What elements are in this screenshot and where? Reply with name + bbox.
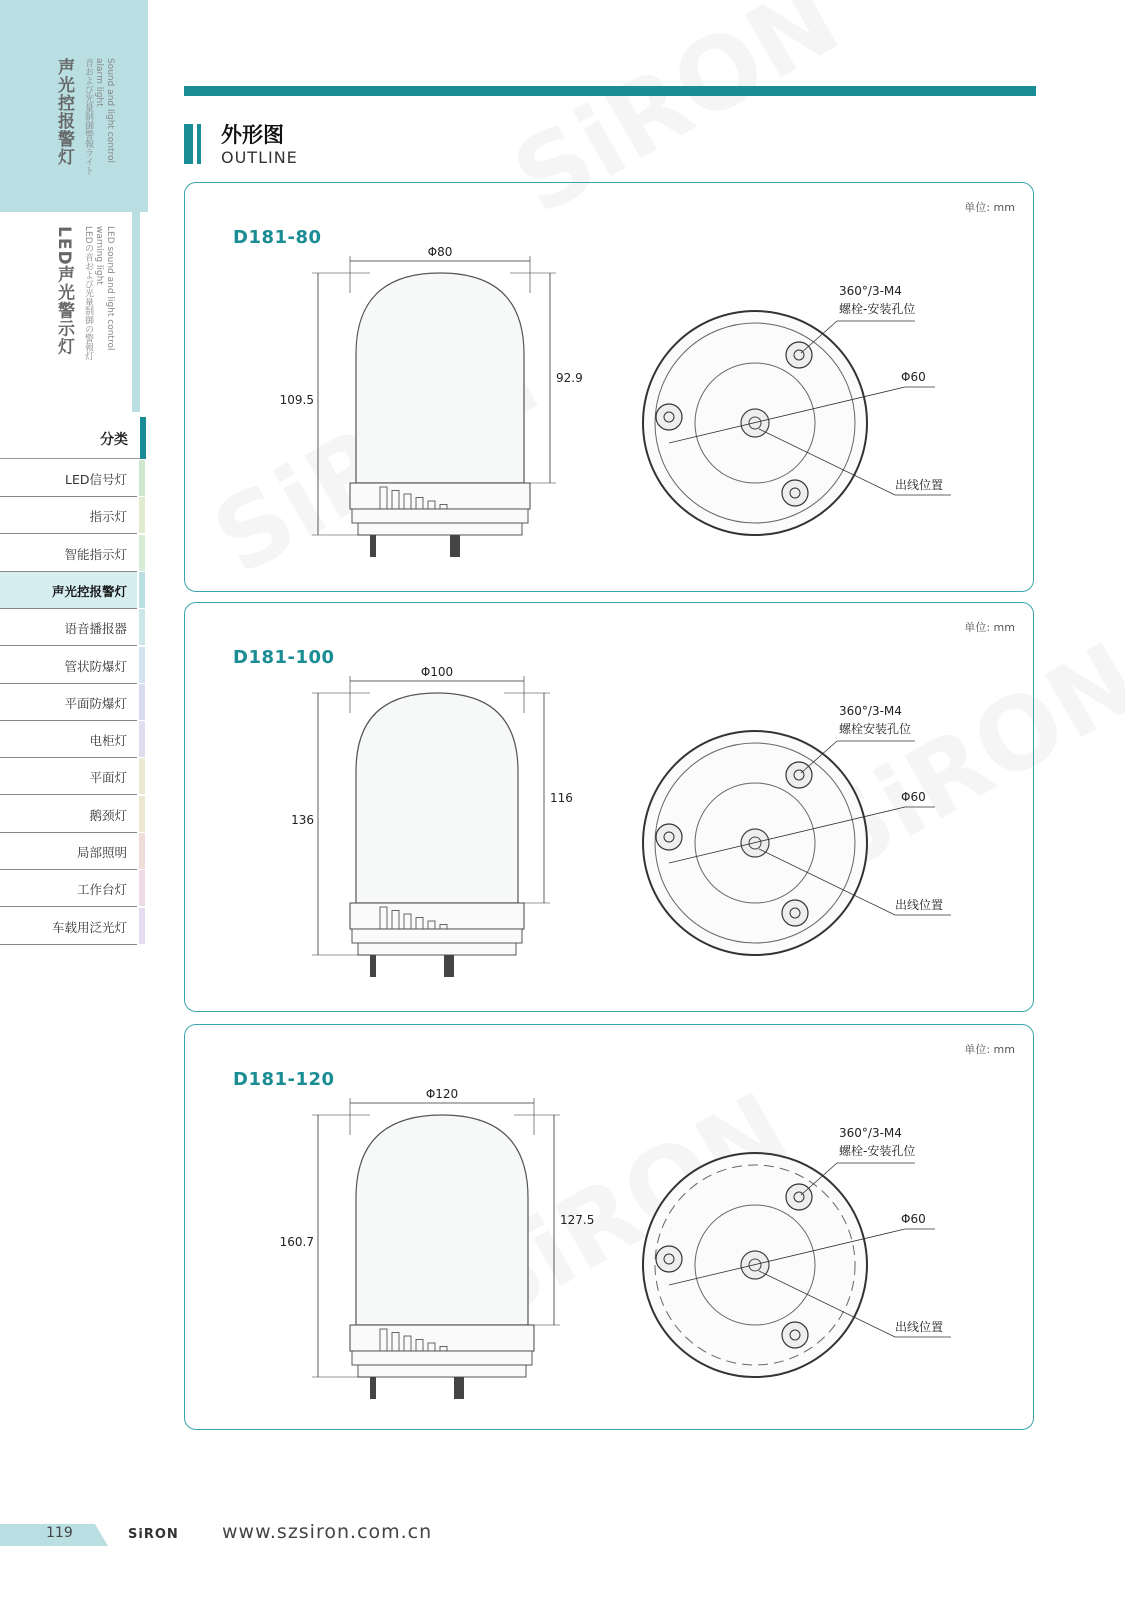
mount-spec-label: 360°/3-M4 [839,704,902,718]
dome-height-label: 92.9 [556,371,583,385]
mount-spec-label: 360°/3-M4 [839,1126,902,1140]
sidebar-item-label: LED信号灯 [65,472,127,487]
sidebar-item-label: 车载用泛光灯 [51,919,127,935]
lamp-mount-plate [358,943,516,955]
sidebar-tab-sub-jp: LEDの音および光量制御の警報灯 [83,226,93,361]
sidebar-item-label: 声光控报警灯 [51,583,127,599]
terminal-bolt [444,955,454,977]
section-subtitle: OUTLINE [221,148,298,167]
sidebar-item[interactable] [0,870,137,907]
lamp-base-ring [352,1351,532,1365]
sidebar-item[interactable] [0,535,137,572]
total-height-label: 160.7 [279,1235,314,1249]
sidebar-item-label: 平面防爆灯 [64,695,127,711]
sidebar-item[interactable] [0,460,137,497]
pcd-label: Φ60 [901,1212,926,1226]
sidebar-item-label: 智能指示灯 [64,546,127,562]
sidebar-item-color-strip [139,535,145,571]
page-number: 119 [46,1525,73,1541]
sidebar-item-color-strip [139,833,145,869]
sidebar-item[interactable] [0,796,137,833]
sidebar-item[interactable] [0,833,137,870]
outlet-label: 出线位置 [895,1320,944,1334]
mount-bolt [656,404,682,430]
website-url: www.szsiron.com.cn [222,1521,433,1543]
sidebar-item-color-strip [139,721,145,757]
sidebar-item-color-strip [139,684,145,720]
model-name: D181-120 [233,1069,335,1090]
pcd-label: Φ60 [901,790,926,804]
pcd-label: Φ60 [901,370,926,384]
lamp-base-ring [352,929,522,943]
outline-drawing [185,183,1033,593]
mount-bolt [782,900,808,926]
outline-panel [184,602,1034,1012]
sidebar-tab-sub-en2: alarm light [94,58,104,107]
sidebar-tab-sub-en2: warning light [94,226,104,285]
sidebar-item-color-strip [139,609,145,645]
sidebar-item[interactable] [0,572,137,609]
sidebar-item-color-strip [139,572,145,608]
sidebar-item-color-strip [139,460,145,496]
sidebar-tab-led-warning[interactable] [0,212,140,412]
lamp-dome [356,693,518,903]
sidebar-item-color-strip [139,908,145,944]
total-height-label: 136 [291,813,314,827]
sidebar-item[interactable] [0,647,137,684]
category-title: 分类 [100,432,128,448]
terminal-bolt [370,535,376,557]
lamp-dome [356,1115,528,1325]
mount-spec-label: 360°/3-M4 [839,284,902,298]
mount-bolt [786,342,812,368]
sidebar-item-label: 鹅颈灯 [89,807,127,823]
section-title: 外形图 [221,123,284,147]
sidebar-item[interactable] [0,497,137,534]
lamp-base-ring [352,509,528,523]
sidebar-item-color-strip [139,758,145,794]
sidebar-item-color-strip [139,870,145,906]
mount-bolt [782,480,808,506]
total-height-label: 109.5 [279,393,314,407]
mount-bolt [782,1322,808,1348]
brand-logo: SiRON [128,1527,179,1542]
sidebar-item[interactable] [0,758,137,795]
sidebar-item-label: 指示灯 [89,509,127,525]
terminal-bolt [370,955,376,977]
lamp-dome [356,273,524,483]
mount-bolt [786,1184,812,1210]
heading-marker [184,124,193,164]
unit-label: 单位: mm [964,1043,1015,1056]
header-rule [184,86,1036,96]
sidebar-item-label: 语音播报器 [64,621,127,637]
dome-height-label: 127.5 [560,1213,595,1227]
sidebar-tab-sub-en: LED sound and light control [105,226,115,351]
outline-panel [184,1024,1034,1430]
unit-label: 单位: mm [964,201,1015,214]
diameter-label: Φ100 [420,665,454,679]
sidebar-tab-sound-light[interactable] [0,0,148,212]
mount-desc-label: 螺栓-安装孔位 [839,1144,916,1158]
sidebar-item[interactable] [0,908,137,945]
sidebar-item-label: 局部照明 [76,845,127,860]
heading-marker [197,124,201,164]
terminal-bolt [454,1377,464,1399]
mount-desc-label: 螺栓安装孔位 [839,722,912,736]
mount-bolt [656,824,682,850]
category-accent-bar [140,417,146,459]
lamp-base [350,1325,534,1351]
sidebar-item-label: 平面灯 [89,770,127,786]
outlet-label: 出线位置 [895,898,944,912]
category-heading [0,420,140,459]
lamp-mount-plate [358,1365,526,1377]
model-name: D181-100 [233,647,335,668]
sidebar-tab-title: LED声光警示灯 [54,226,74,356]
sidebar-item-label: 电柜灯 [89,733,127,749]
diameter-label: Φ120 [425,1087,459,1101]
outlet-label: 出线位置 [895,478,944,492]
unit-label: 单位: mm [964,621,1015,634]
lamp-base [350,903,524,929]
model-name: D181-80 [233,227,322,248]
diameter-label: Φ80 [427,245,453,259]
mount-bolt [786,762,812,788]
sidebar-item[interactable] [0,721,137,758]
sidebar-item-color-strip [139,796,145,832]
sidebar-item-color-strip [139,647,145,683]
outline-panel [184,182,1034,592]
sidebar-tab-sub-en: Sound and light control [105,58,115,163]
outline-drawing [185,603,1033,1013]
mount-desc-label: 螺栓-安装孔位 [839,302,916,316]
sidebar-item[interactable] [0,684,137,721]
sidebar-item-label: 工作台灯 [76,882,127,898]
sidebar-item[interactable] [0,609,137,646]
terminal-bolt [450,535,460,557]
mount-bolt [656,1246,682,1272]
sidebar-tab-sub-jp: 音および光量制御警報ライト [83,58,93,175]
terminal-bolt [370,1377,376,1399]
sidebar-item-color-strip [139,497,145,533]
sidebar-item-label: 管状防爆灯 [64,658,127,674]
dome-height-label: 116 [550,791,573,805]
outline-drawing [185,1025,1033,1431]
sidebar-tab-title: 声光控报警灯 [54,58,74,166]
lamp-mount-plate [358,523,522,535]
